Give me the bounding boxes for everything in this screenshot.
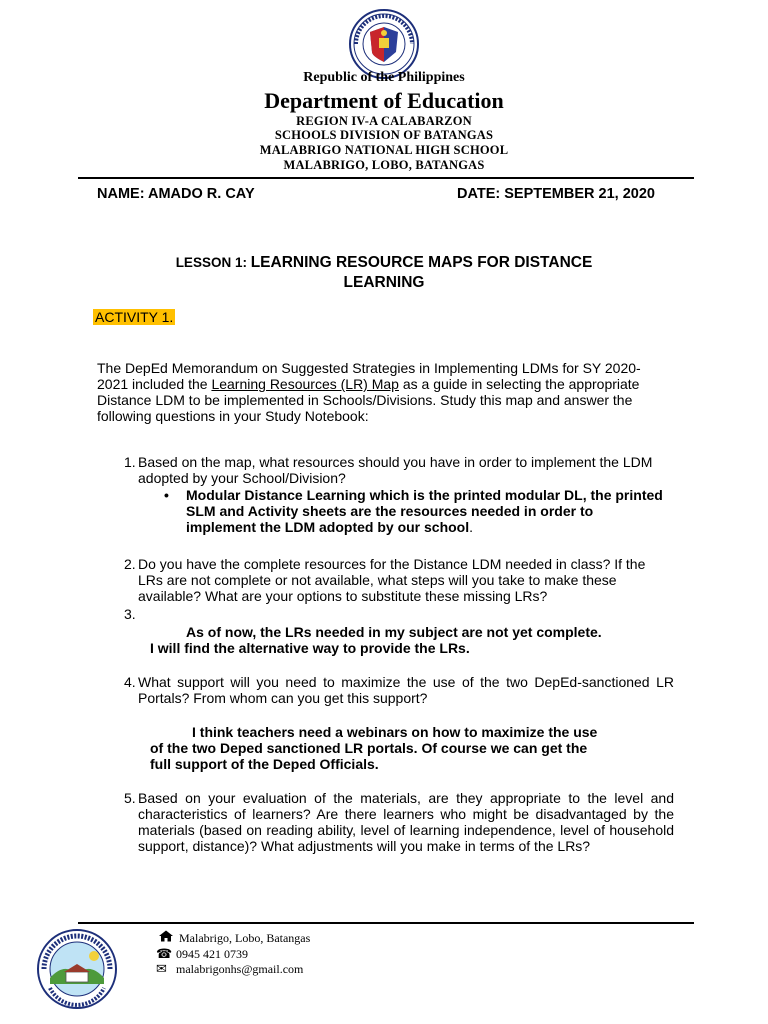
department-heading: Department of Education	[264, 88, 504, 113]
footer-phone-text: 0945 421 0739	[176, 947, 248, 961]
republic-heading: Republic of the Philippines	[303, 70, 465, 85]
question-text: Do you have the complete resources for the Distance LDM needed in class? If the LRs are not complete or not available, what steps will you take to make these available? What are your options to substitute these missing LRs?	[138, 556, 646, 604]
question-text: Based on the map, what resources should you have in order to implement the LDM adopted by your School/Division?	[138, 454, 653, 486]
lesson-title-line1: LEARNING RESOURCE MAPS FOR DISTANCE	[250, 254, 593, 271]
question-text: Based on your evaluation of the materials, are they appropriate to the level and characteristics of learners? Are there learners who might be disadvantaged by the materials (based on reading ability, level of learning independence, level of household support, distance)? What adjustments will you make in terms of the LRs?	[138, 790, 674, 854]
intro-text-1: The DepEd Memorandum on Suggested Strategies in Implementing LDMs for SY 2020-2021 included the	[97, 360, 641, 392]
answer-1-period: .	[469, 519, 474, 535]
question-1	[124, 454, 674, 486]
answer-2-line1: As of now, the LRs needed in my subject are not yet complete.	[186, 624, 602, 640]
header-divider	[78, 177, 694, 179]
footer-address-text: Malabrigo, Lobo, Batangas	[179, 931, 311, 945]
question-number: 4.	[124, 674, 136, 690]
question-4	[124, 674, 674, 706]
school-address-heading: MALABRIGO, LOBO, BATANGAS	[283, 158, 485, 172]
phone-icon: ☎	[156, 946, 173, 961]
activity-label: ACTIVITY 1.	[95, 309, 174, 325]
answer-1	[164, 487, 664, 535]
home-icon	[156, 930, 176, 942]
footer-divider	[78, 922, 694, 924]
question-number: 2.	[124, 556, 136, 572]
answer-2	[150, 624, 670, 656]
intro-text-2: as a guide in selecting the appropriate Distance LDM to be implemented in Schools/Divisions. Study this map and answer the following questions in your Study Notebook:	[97, 376, 640, 424]
footer-phone	[156, 947, 248, 961]
answer-1-text: Modular Distance Learning which is the printed modular DL, the printed SLM and Activity sheets are the resources needed in order to implement the LDM adopted by our school	[186, 487, 663, 535]
bullet-point: •	[164, 487, 169, 503]
submission-date: DATE: SEPTEMBER 21, 2020	[457, 186, 655, 202]
school-heading: MALABRIGO NATIONAL HIGH SCHOOL	[259, 143, 509, 157]
footer-email-text: malabrigonhs@gmail.com	[176, 962, 304, 976]
answer-3-line2: of the two Deped sanctioned LR portals. Of course we can get the	[150, 740, 588, 756]
question-5	[124, 790, 674, 854]
student-name: NAME: AMADO R. CAY	[97, 186, 255, 202]
answer-3-line1: I think teachers need a webinars on how to maximize the use	[192, 724, 598, 740]
lesson-prefix: LESSON 1:	[175, 255, 251, 270]
lr-map-link: Learning Resources (LR) Map	[211, 376, 399, 392]
mail-icon: ✉	[156, 961, 167, 976]
question-number: 5.	[124, 790, 136, 806]
answer-3	[150, 724, 670, 772]
region-heading: REGION IV-A CALABARZON	[296, 114, 472, 128]
answer-2-line2: I will find the alternative way to provide the LRs.	[150, 640, 470, 656]
question-number: 3.	[124, 606, 136, 622]
school-logo	[36, 928, 118, 1010]
lesson-title	[0, 253, 768, 293]
question-2	[124, 556, 674, 604]
answer-3-line3: full support of the Deped Officials.	[150, 756, 379, 772]
question-text: What support will you need to maximize the use of the two DepEd-sanctioned LR Portals? From whom can you get this support?	[138, 674, 674, 706]
intro-paragraph	[97, 360, 667, 424]
question-number: 1.	[124, 454, 136, 470]
footer-address	[156, 930, 310, 945]
division-heading: SCHOOLS DIVISION OF BATANGAS	[274, 128, 494, 142]
footer-email	[156, 962, 303, 976]
lesson-title-line2: LEARNING	[343, 274, 425, 291]
